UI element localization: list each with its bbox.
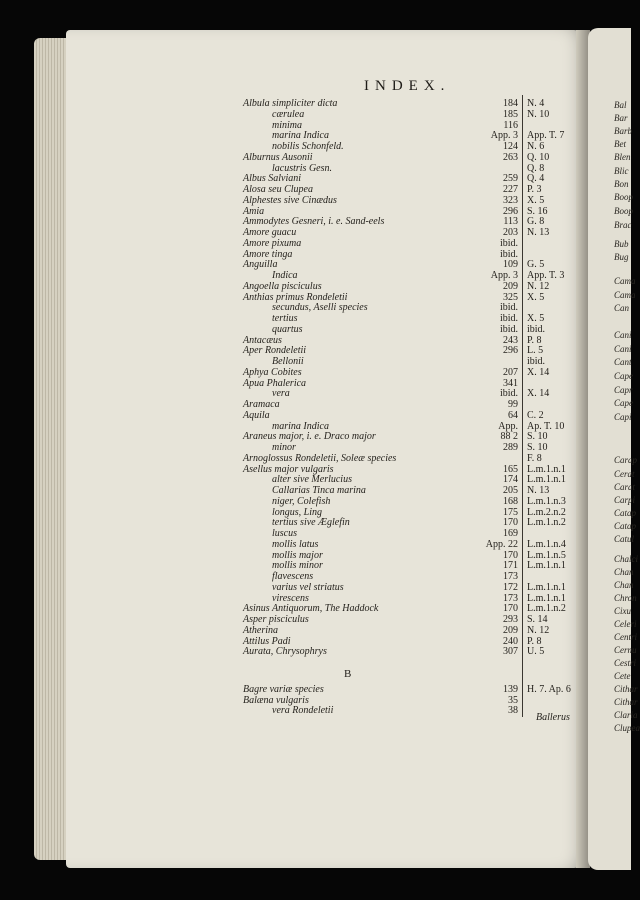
index-entry-name: flavescens	[272, 571, 314, 582]
index-entry-ref: S. 16	[527, 205, 548, 217]
index-entry-page: 240	[503, 635, 518, 647]
facing-page-entry: Cani	[614, 344, 632, 354]
index-entry-name: Albula simpliciter dicta	[243, 98, 338, 109]
index-entry-page: 170	[503, 517, 518, 529]
index-entry-ref: L. 5	[527, 345, 544, 357]
index-entry-ref: X. 5	[527, 313, 545, 324]
index-entry-page: 209	[503, 280, 518, 292]
index-entry-ref: X. 14	[527, 366, 550, 378]
index-entry-ref: Q. 10	[527, 151, 550, 163]
index-entry-page: ibid.	[499, 313, 518, 324]
index-entry-name: Angoella pisciculus	[243, 280, 322, 292]
index-entry-ref: U. 5	[527, 646, 545, 658]
index-entry-page: 139	[503, 684, 518, 695]
facing-page-entry: Barb	[614, 126, 632, 136]
index-entry-page: 64	[508, 409, 518, 421]
index-entry-name: marina Indica	[272, 130, 329, 142]
index-entry-ref: C. 2	[527, 409, 544, 421]
index-entry-name: Amore tinga	[243, 248, 293, 260]
index-entry-ref: L.m.1.n.3	[527, 495, 566, 507]
index-entry-name: minima	[272, 119, 302, 131]
index-entry-name: Indica	[272, 270, 298, 281]
index-entry-page: 173	[503, 571, 518, 582]
facing-page-entry: Carpi	[614, 495, 636, 505]
index-entry-page: 175	[503, 506, 518, 518]
index-entry-page: 172	[503, 581, 518, 593]
index-entry-ref: P. 3	[527, 184, 542, 195]
index-entry-name: Amore guacu	[243, 227, 297, 238]
index-entry-page: 170	[503, 603, 518, 615]
facing-page-entry: Capr	[614, 385, 633, 395]
index-entry-name: Anguilla	[243, 259, 278, 271]
facing-page-entry: Cithar	[614, 684, 638, 694]
facing-page-entry: Celeri	[614, 619, 637, 629]
index-entry-page: ibid.	[499, 237, 518, 249]
index-entry-page: 88 2	[500, 431, 518, 443]
index-entry-name: marina Indica	[272, 420, 329, 432]
index-entry-name: nobilis Schonfeld.	[272, 141, 344, 152]
facing-page-entry: Catul	[614, 534, 635, 544]
index-entry-name: Attilus Padi	[243, 635, 291, 647]
index-entry-page: 170	[503, 549, 518, 561]
facing-page-entry: Cerat	[614, 469, 635, 479]
facing-page-entry: Boop	[614, 206, 633, 216]
index-entry-ref: N. 6	[527, 141, 545, 152]
index-entry-page: 184	[503, 98, 518, 109]
index-entry-page: 243	[503, 334, 518, 346]
index-entry-name: tertius sive Æglefin	[272, 517, 350, 529]
index-entry-ref: Ap. T. 10	[527, 420, 565, 432]
index-entry-ref: N. 12	[527, 624, 550, 636]
facing-page-entry: Catap	[614, 521, 637, 531]
facing-page-entry: Cape	[614, 398, 633, 408]
index-entry-ref: App. T. 7	[527, 130, 565, 142]
facing-page-entry: Chalci	[614, 554, 638, 564]
index-entry-name: minor	[272, 442, 296, 453]
index-entry-ref: G. 8	[527, 216, 545, 228]
index-entry-ref: N. 4	[527, 98, 545, 109]
index-entry-ref: P. 8	[527, 635, 542, 647]
index-entry-ref: Q. 4	[527, 173, 545, 185]
index-entry-ref: N. 13	[527, 227, 550, 238]
index-entry-ref: L.m.1.n.5	[527, 549, 566, 561]
facing-page-entry: Cama	[614, 276, 636, 286]
index-entry-ref: L.m.1.n.1	[527, 592, 566, 604]
index-entry-ref: S. 14	[527, 614, 548, 625]
index-entry-name: Amore pixuma	[243, 237, 302, 249]
facing-page-entry: Cithar	[614, 697, 638, 707]
facing-page-entry: Cama	[614, 290, 636, 300]
index-entry-page: 173	[503, 592, 518, 604]
facing-page-entry: Chron	[614, 593, 637, 603]
index-entry-page: 35	[508, 694, 518, 706]
index-entry-ref: S. 10	[527, 431, 548, 443]
index-entry-page: 263	[503, 151, 518, 163]
index-entry-ref: N. 13	[527, 485, 550, 496]
index-entry-ref: G. 5	[527, 259, 545, 271]
index-entry-page: 205	[503, 485, 518, 496]
index-entry-name: cærulea	[272, 108, 305, 120]
index-entry-ref: ibid.	[527, 356, 546, 367]
facing-page-entry: Carat	[614, 482, 636, 492]
index-entry-ref: L.m.1.n.1	[527, 581, 566, 593]
index-entry-page: 109	[503, 259, 518, 271]
index-entry-name: Antacæus	[243, 334, 282, 346]
index-entry-name: Aramaca	[243, 399, 280, 410]
index-entry-name: Aquila	[243, 409, 270, 421]
index-entry-name: Callarias Tinca marina	[272, 485, 366, 496]
index-entry-name: Bellonii	[272, 356, 304, 367]
facing-page-entry: Cernu	[614, 645, 637, 655]
facing-page-entry: Bon	[614, 179, 629, 189]
index-entry-name: tertius	[272, 313, 298, 324]
index-entry-page: 341	[503, 377, 518, 389]
index-entry-ref: L.m.1.n.1	[527, 463, 566, 475]
facing-page-entry: Carap	[614, 455, 638, 465]
index-entry-page: 296	[503, 205, 518, 217]
facing-page-entry: Bug	[614, 252, 629, 262]
facing-page-entry: Cape	[614, 371, 633, 381]
index-entry-page: 185	[503, 108, 518, 120]
facing-page-entry: Chan	[614, 567, 634, 577]
index-entry-name: Araneus major, i. e. Draco major	[243, 431, 376, 443]
facing-page-entry: Cani	[614, 330, 632, 340]
index-entry-ref: L.m.1.n.4	[527, 538, 566, 550]
index-entry-page: App. 3	[490, 130, 518, 142]
facing-page-entry: Claria	[614, 710, 638, 720]
index-entry-ref: App. T. 3	[527, 270, 565, 281]
index-entry-name: lacustris Gesn.	[272, 162, 332, 174]
index-entry-page: App.	[498, 420, 518, 432]
index-entry-ref: F. 8	[527, 452, 542, 464]
index-entry-ref: H. 7. Ap. 6	[527, 684, 571, 695]
facing-page-entry: Cixu	[614, 606, 631, 616]
index-entry-name: Alphestes sive Cinædus	[243, 194, 337, 206]
index-entry-name: Aper Rondeletii	[243, 345, 307, 357]
index-entry-page: 38	[508, 705, 518, 716]
index-entry-page: App. 3	[490, 270, 518, 281]
index-entry-name: Bagre variæ species	[243, 684, 324, 695]
facing-page-entry: Bub	[614, 239, 629, 249]
facing-page-entry: Blen	[614, 152, 631, 162]
index-entry-name: varius vel striatus	[272, 581, 344, 593]
facing-page-entry: Boop	[614, 192, 633, 202]
index-entry-page: 259	[503, 173, 518, 185]
facing-page-entry: Centri	[614, 632, 638, 642]
index-entry-name: Albus Salviani	[243, 173, 302, 185]
index-entry-name: Alburnus Ausonii	[243, 151, 313, 163]
index-entry-name: vera	[272, 388, 290, 400]
facing-page-entry: Brac	[614, 220, 632, 230]
facing-page-entry: Bar	[614, 113, 628, 123]
facing-page-entry: Blic	[614, 166, 629, 176]
facing-page-entry: Can	[614, 303, 630, 313]
facing-page-entry: Capi	[614, 412, 632, 422]
index-entry-page: 99	[508, 399, 518, 410]
index-entry-ref: X. 5	[527, 194, 545, 206]
facing-page-entry: Clupea	[614, 723, 640, 733]
index-entry-name: Asper pisciculus	[243, 614, 309, 625]
facing-page-entry: Bal	[614, 100, 627, 110]
index-entry-name: quartus	[272, 323, 303, 335]
index-entry-page: 293	[503, 614, 518, 625]
index-entry-page: 113	[503, 216, 518, 228]
index-entry-ref: P. 8	[527, 334, 542, 346]
facing-page-entry: Chan	[614, 580, 634, 590]
index-entry-name: niger, Colefish	[272, 495, 331, 507]
index-entry-page: ibid.	[499, 302, 518, 314]
index-entry-page: 289	[503, 442, 518, 453]
index-entry-page: 323	[503, 194, 518, 206]
index-entry-ref: S. 10	[527, 442, 548, 453]
index-entry-name: Apua Phalerica	[243, 377, 307, 389]
index-entry-page: 165	[503, 463, 518, 475]
index-entry-name: Aurata, Chrysophrys	[243, 646, 327, 658]
index-entry-ref: L.m.1.n.1	[527, 474, 566, 486]
index-entry-page: 171	[503, 560, 518, 572]
index-entry-name: Anthias primus Rondeletii	[243, 291, 348, 303]
index-entry-page: 325	[503, 291, 518, 303]
index-entry-name: Ammodytes Gesneri, i. e. Sand-eels	[243, 216, 385, 228]
index-entry-ref: L.m.1.n.2	[527, 517, 566, 529]
index-entry-page: 174	[503, 474, 518, 486]
index-entry-name: Arnoglossus Rondeletii, Soleæ species	[243, 452, 397, 464]
index-entry-page: 307	[503, 646, 518, 658]
index-entry-page: 207	[503, 366, 518, 378]
section-letter: B	[344, 668, 352, 680]
index-entry-page: 116	[503, 119, 518, 131]
index-entry-name: Aphya Cobites	[243, 366, 302, 378]
index-entry-ref: L.m.2.n.2	[527, 506, 566, 518]
index-entry-ref: X. 14	[527, 388, 550, 400]
index-entry-name: Balæna vulgaris	[243, 694, 309, 706]
index-entry-name: mollis latus	[272, 538, 319, 550]
index-entry-name: longus, Ling	[272, 506, 323, 518]
index-entry-ref: N. 10	[527, 108, 550, 120]
index-entry-ref: ibid.	[527, 323, 546, 335]
index-entry-page: 168	[503, 495, 518, 507]
index-entry-name: Atherina	[243, 624, 278, 636]
facing-page-entry: Cant	[614, 357, 632, 367]
facing-page-entry: Cestri	[614, 658, 637, 668]
index-entry-name: Alosa seu Clupea	[243, 184, 313, 195]
index-entry-name: luscus	[272, 528, 297, 539]
index-entry-ref: X. 5	[527, 291, 545, 303]
index-entry-name: mollis minor	[272, 560, 323, 572]
index-entry-page: ibid.	[499, 323, 518, 335]
index-entry-name: secundus, Aselli species	[272, 302, 368, 314]
index-entry-ref: N. 12	[527, 280, 550, 292]
index-entry-page: 203	[503, 227, 518, 238]
page-title: INDEX.	[364, 78, 451, 94]
facing-page-entry: Bet	[614, 139, 626, 149]
catchword: Ballerus	[536, 712, 570, 723]
index-entry-page: ibid.	[499, 388, 518, 400]
index-entry-name: mollis major	[272, 549, 323, 561]
facing-page	[588, 28, 640, 870]
index-entry-page: 209	[503, 624, 518, 636]
index-entry-ref: Q. 8	[527, 162, 545, 174]
index-entry-page: 124	[503, 141, 518, 152]
index-entry-name: Asinus Antiquorum, The Haddock	[243, 603, 379, 615]
index-entry-name: alter sive Merlucius	[272, 474, 352, 486]
facing-page-entry: Catap	[614, 508, 637, 518]
index-entry-name: virescens	[272, 592, 309, 604]
index-entry-ref: L.m.1.n.1	[527, 560, 566, 572]
index-entry-ref: L.m.1.n.2	[527, 603, 566, 615]
facing-page-entry: Cete	[614, 671, 631, 681]
index-entry-page: ibid.	[499, 248, 518, 260]
index-entry-page: 296	[503, 345, 518, 357]
column-rule	[522, 95, 523, 717]
index-entry-page: 169	[503, 528, 518, 539]
index-entry-page: App. 22	[485, 538, 518, 550]
index-entry-name: Asellus major vulgaris	[243, 463, 334, 475]
index-entry-page: 227	[503, 184, 518, 195]
index-entry-name: Amia	[243, 205, 265, 217]
index-entry-name: vera Rondeletii	[272, 705, 334, 716]
